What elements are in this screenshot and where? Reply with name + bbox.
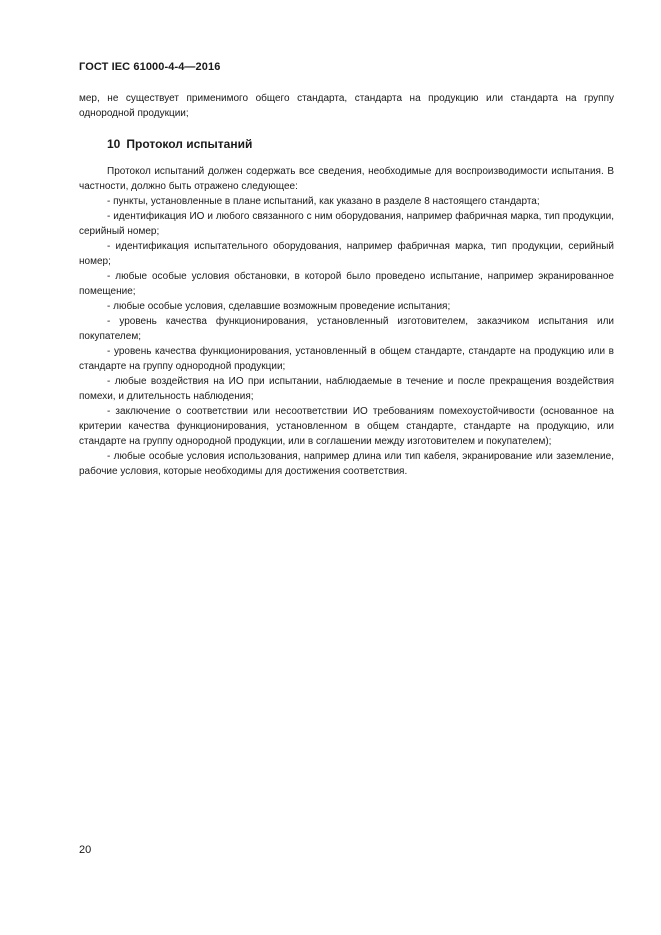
intro-paragraph: мер, не существует применимого общего стандарта, стандарта на продукцию или стандарта на группу однородной продукции; <box>79 93 614 119</box>
document-body <box>79 91 614 479</box>
list-item: - уровень качества функционирования, установленный в общем стандарте, стандарте на продукцию или в стандарте на группу однородной продукции; <box>79 346 614 372</box>
list-item: - пункты, установленные в плане испытаний, как указано в разделе 8 настоящего стандарта; <box>107 196 540 207</box>
list-item: - идентификация ИО и любого связанного с ним оборудования, например фабричная марка, тип продукции, серийный номер; <box>79 211 614 237</box>
list-item: - любые особые условия обстановки, в которой было проведено испытание, например экранированное помещение; <box>79 271 614 297</box>
list-item: - любые воздействия на ИО при испытании, наблюдаемые в течение и после прекращения воздействия помехи, и длительность наблюдения; <box>79 376 614 402</box>
page-number: 20 <box>79 844 92 856</box>
list-item: - идентификация испытательного оборудования, например фабричная марка, тип продукции, серийный номер; <box>79 241 614 267</box>
section-title: Протокол испытаний <box>126 137 253 151</box>
lead-paragraph: Протокол испытаний должен содержать все сведения, необходимые для воспроизводимости испытания. В частности, должно быть отражено следующее: <box>79 166 614 192</box>
list-item: - заключение о соответствии или несоответствии ИО требованиям помехоустойчивости (основанное на критерии качества функционирования, установленном в общем стандарте, стандарте на продукцию, или стандарте на группу однородной продукции, или в соглашении между изготовителем и покупателем); <box>79 406 614 447</box>
section-heading <box>79 136 614 152</box>
list-item: - любые особые условия использования, например длина или тип кабеля, экранирование или заземление, рабочие условия, которые необходимы для достижения соответствия. <box>79 451 614 477</box>
document-header: ГОСТ IEC 61000-4-4—2016 <box>79 61 221 73</box>
section-number: 10 <box>107 137 121 151</box>
list-item: - любые особые условия, сделавшие возможным проведение испытания; <box>107 301 451 312</box>
list-item: - уровень качества функционирования, установленный изготовителем, заказчиком испытания или покупателем; <box>79 316 614 342</box>
